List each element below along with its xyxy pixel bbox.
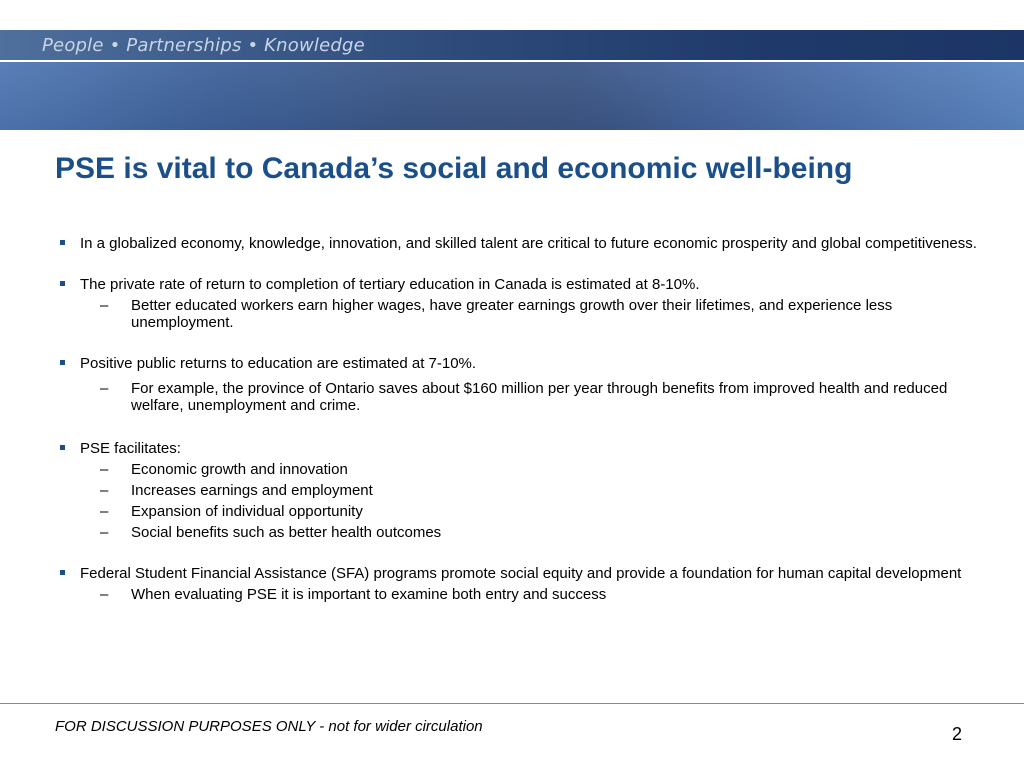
sub-bullet-5-1: – When evaluating PSE it is important to examine both entry and success [60,586,980,603]
page-number: 2 [952,724,963,744]
header-banner-shade [0,62,1024,130]
sub-bullet-4-2: – Increases earnings and employment [60,482,980,499]
footer-note: FOR DISCUSSION PURPOSES ONLY - not for wider circulation [55,718,483,735]
sub-bullet-4-3: – Expansion of individual opportunity [60,503,980,520]
sub-bullet-4-1: – Economic growth and innovation [60,461,980,478]
sub-bullet-3-1: – For example, the province of Ontario saves about $160 million per year through benefits from improved health and reduced welfare, unemployment and crime. [60,380,980,414]
tagline: People • Partnerships • Knowledge [42,35,365,56]
sub-bullet-4-4: – Social benefits such as better health outcomes [60,524,980,541]
bullet-2: The private rate of return to completion of tertiary education in Canada is estimated at 8-10%. [60,276,980,293]
footer-divider [0,703,1024,704]
sub-bullet-2-1: – Better educated workers earn higher wages, have greater earnings growth over their lifetimes, and experience less unemployment. [60,297,980,331]
bullet-4: PSE facilitates: [60,440,980,457]
top-strip [0,0,1024,30]
bullet-5: Federal Student Financial Assistance (SFA) programs promote social equity and provide a foundation for human capital development [60,565,980,582]
tagline-bar [0,30,1024,60]
slide-title: PSE is vital to Canada’s social and economic well-being [55,152,853,185]
bullet-3: Positive public returns to education are estimated at 7-10%. [60,355,980,372]
bullet-1: In a globalized economy, knowledge, innovation, and skilled talent are critical to future economic prosperity and global competitiveness. [60,235,980,252]
slide-content [60,235,980,603]
